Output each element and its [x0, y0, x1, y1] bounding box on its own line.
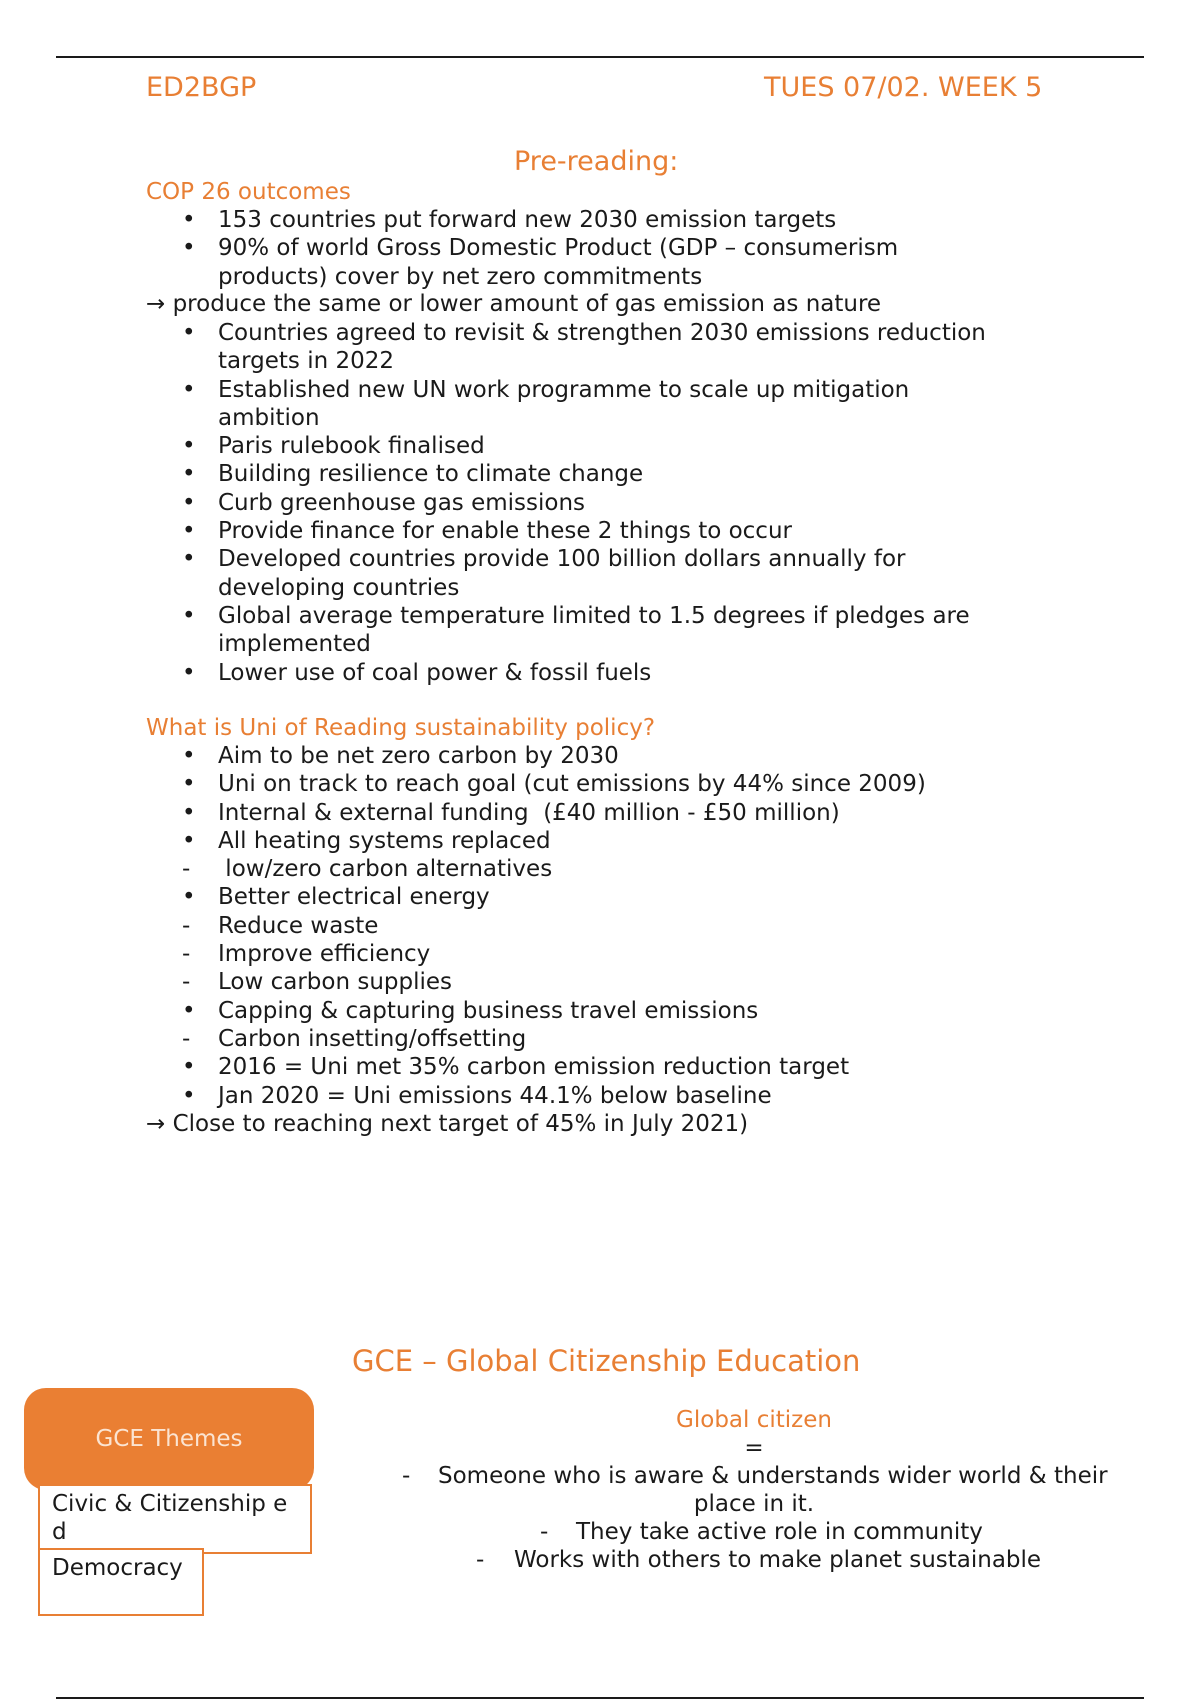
list-item-line: Developed countries provide 100 billion dollars annually for — [218, 546, 906, 573]
list-item-line: ambition — [218, 404, 320, 431]
bullet-icon: • — [182, 602, 196, 629]
bullet-icon: • — [182, 1054, 196, 1081]
gce-themes-box — [24, 1388, 314, 1490]
list-item-line: Building resilience to climate change — [218, 461, 644, 488]
bullet-icon: • — [182, 997, 196, 1024]
list-item-text: Aim to be net zero carbon by 2030 — [218, 743, 619, 769]
bullet-icon: • — [182, 659, 196, 686]
bullet-icon: • — [182, 827, 196, 854]
list-item-line: Lower use of coal power & fossil fuels — [218, 659, 652, 686]
list-item-line: Paris rulebook finalised — [218, 433, 485, 460]
bullet-icon: • — [182, 376, 196, 403]
list-item-text: Reduce waste — [218, 912, 379, 939]
list-item-text: Low carbon supplies — [218, 969, 453, 996]
list-item — [146, 855, 926, 883]
definition-line-2: place in it. — [693, 1491, 815, 1517]
list-item — [146, 883, 926, 911]
list-item — [146, 1082, 926, 1110]
dash-marker: - — [182, 856, 191, 883]
list-item-text: low/zero carbon alternatives — [218, 856, 553, 883]
list-item-text: Jan 2020 = Uni emissions 44.1% below baseline — [218, 1082, 772, 1109]
lecture-date: TUES 07/02. WEEK 5 — [764, 72, 1043, 103]
list-item — [146, 940, 926, 968]
list-item — [146, 799, 926, 827]
dash-marker: - — [182, 969, 191, 996]
list-item-line: Provide finance for enable these 2 things to occur — [218, 518, 792, 545]
bullet-icon: • — [182, 799, 196, 826]
cop26-arrow-note: → produce the same or lower amount of gas emission as nature — [146, 291, 882, 317]
list-item-line: Countries agreed to revisit & strengthen 2030 emissions reduction — [218, 320, 986, 346]
cop26-heading: COP 26 outcomes — [146, 179, 351, 205]
bullet-icon: • — [182, 743, 196, 769]
list-item-text: Uni on track to reach goal (cut emissions by 44% since 2009) — [218, 771, 926, 798]
definition-dash-1: - — [402, 1463, 411, 1489]
list-item — [146, 912, 926, 940]
dash-marker: - — [182, 912, 191, 939]
definition-line-3: They take active role in community — [576, 1519, 983, 1545]
list-item-line: Global average temperature limited to 1.5 degrees if pledges are — [218, 602, 970, 629]
list-item-line: 90% of world Gross Domestic Product (GDP – consumerism — [218, 235, 899, 262]
list-item-text: Capping & capturing business travel emissions — [218, 997, 759, 1024]
list-item — [146, 376, 986, 433]
bullet-icon: • — [182, 884, 196, 911]
list-item-text: All heating systems replaced — [218, 827, 551, 854]
bottom-rule — [56, 1697, 1144, 1699]
list-item — [146, 234, 898, 291]
list-item — [146, 602, 986, 659]
list-item — [146, 432, 986, 460]
bullet-icon: • — [182, 433, 196, 460]
uor-arrow-note: → Close to reaching next target of 45% in July 2021) — [146, 1111, 749, 1137]
list-item-line: Established new UN work programme to scale up mitigation — [218, 376, 910, 403]
uor-policy-list — [146, 742, 926, 1110]
list-item — [146, 319, 986, 376]
pre-reading-title: Pre-reading: — [514, 146, 679, 177]
list-item — [146, 206, 898, 234]
list-item-text: Better electrical energy — [218, 884, 490, 911]
theme-democracy: Democracy — [38, 1548, 204, 1616]
equals-sign: = — [744, 1435, 764, 1461]
list-item-text: Internal & external funding (£40 million - £50 million) — [218, 799, 840, 826]
list-item-line: implemented — [218, 631, 371, 658]
list-item-text: Improve efficiency — [218, 941, 431, 968]
gce-themes-label: GCE Themes — [95, 1426, 243, 1452]
bullet-icon: • — [182, 235, 196, 262]
definition-dash-3: - — [476, 1547, 485, 1573]
definition-line-4: Works with others to make planet sustainable — [514, 1547, 1042, 1573]
bullet-icon: • — [182, 489, 196, 516]
list-item — [146, 742, 926, 770]
list-item-line: 153 countries put forward new 2030 emission targets — [218, 207, 837, 233]
definition-line-1: Someone who is aware & understands wider world & their — [438, 1463, 1108, 1489]
bullet-icon: • — [182, 1082, 196, 1109]
cop26-list-a — [146, 206, 898, 291]
cop26-list-b — [146, 319, 986, 687]
uor-policy-heading: What is Uni of Reading sustainability policy? — [146, 715, 656, 741]
list-item — [146, 1053, 926, 1081]
list-item-text: 2016 = Uni met 35% carbon emission reduction target — [218, 1054, 850, 1081]
list-item — [146, 659, 986, 687]
list-item — [146, 460, 986, 488]
list-item — [146, 1025, 926, 1053]
dash-marker: - — [182, 1025, 191, 1052]
bullet-icon: • — [182, 207, 196, 233]
list-item — [146, 827, 926, 855]
list-item — [146, 968, 926, 996]
list-item — [146, 997, 926, 1025]
definition-dash-2: - — [540, 1519, 549, 1545]
top-rule — [56, 56, 1144, 58]
course-code: ED2BGP — [146, 72, 257, 103]
list-item — [146, 545, 986, 602]
bullet-icon: • — [182, 461, 196, 488]
list-item-line: Curb greenhouse gas emissions — [218, 489, 586, 516]
global-citizen-label: Global citizen — [676, 1407, 832, 1433]
theme-civic-citizenship: Civic & Citizenship ed — [38, 1484, 312, 1554]
gce-title: GCE – Global Citizenship Education — [352, 1344, 861, 1378]
dash-marker: - — [182, 941, 191, 968]
bullet-icon: • — [182, 320, 196, 346]
list-item-line: targets in 2022 — [218, 348, 395, 375]
bullet-icon: • — [182, 518, 196, 545]
list-item-text: Carbon insetting/offsetting — [218, 1025, 527, 1052]
bullet-icon: • — [182, 771, 196, 798]
list-item — [146, 770, 926, 798]
list-item — [146, 517, 986, 545]
list-item — [146, 489, 986, 517]
list-item-line: developing countries — [218, 574, 460, 601]
list-item-line: products) cover by net zero commitments — [218, 263, 703, 290]
bullet-icon: • — [182, 546, 196, 573]
